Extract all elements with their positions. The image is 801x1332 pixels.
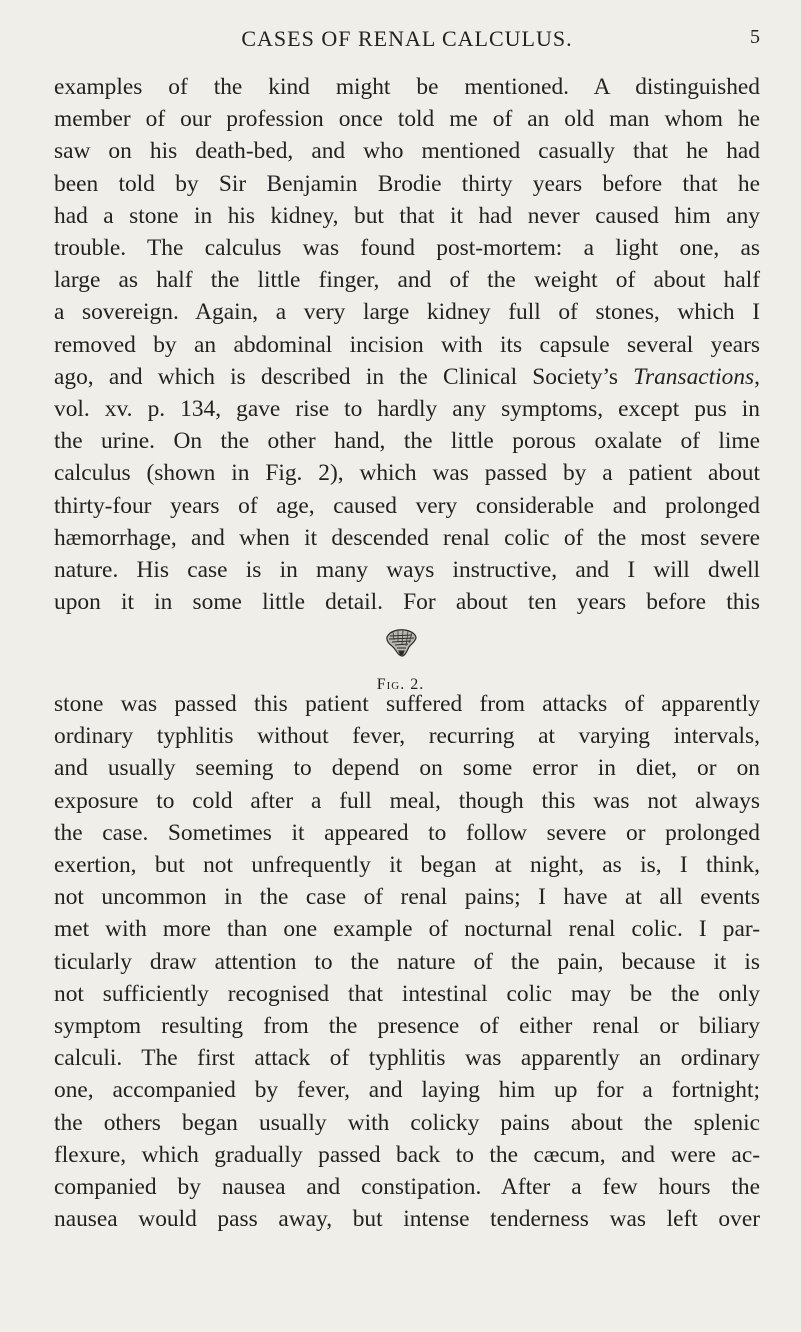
- text-line: calculus (shown in Fig. 2), which was passed by a patient about: [54, 460, 760, 487]
- running-head: [54, 26, 760, 56]
- text-line: not sufficiently recognised that intestinal colic may be the only: [54, 980, 760, 1007]
- text-line: upon it in some little detail. For about ten years before this: [54, 589, 760, 616]
- text-line: stone was passed this patient suffered from attacks of apparently: [54, 691, 760, 717]
- text-line: companied by nausea and constipation. After a few hours the: [54, 1174, 760, 1201]
- paragraph-2: [54, 688, 760, 1235]
- text-line: the others began usually with colicky pains about the splenic: [54, 1109, 760, 1136]
- text-line: one, accompanied by fever, and laying him up for a fortnight;: [54, 1077, 760, 1104]
- text-line: symptom resulting from the presence of either renal or biliary: [54, 1013, 760, 1040]
- text-line: ordinary typhlitis without fever, recurring at varying intervals,: [54, 723, 760, 750]
- text-line: had a stone in his kidney, but that it had never caused him any: [54, 202, 760, 229]
- text-line: vol. xv. p. 134, gave rise to hardly any symptoms, except pus in: [54, 396, 760, 423]
- text-line: thirty-four years of age, caused very considerable and prolonged: [54, 492, 760, 519]
- text-line: the case. Sometimes it appeared to follow severe or prolonged: [54, 819, 760, 846]
- text-line: examples of the kind might be mentioned. A distinguished: [54, 74, 760, 100]
- text-line: trouble. The calculus was found post-mortem: a light one, as: [54, 235, 760, 262]
- text-line: been told by Sir Benjamin Brodie thirty years before that he: [54, 170, 760, 197]
- text-line: exertion, but not unfrequently it began at night, as is, I think,: [54, 852, 760, 879]
- text-line: nausea would pass away, but intense tenderness was left over: [54, 1206, 760, 1233]
- calculus-stone-illustration: [384, 628, 418, 658]
- text-line: hæmorrhage, and when it descended renal colic of the most severe: [54, 524, 760, 551]
- running-title: CASES OF RENAL CALCULUS.: [241, 26, 573, 51]
- text-line: nature. His case is in many ways instructive, and I will dwell: [54, 557, 760, 584]
- text-line: met with more than one example of nocturnal renal colic. I par-: [54, 916, 760, 943]
- text-line: a sovereign. Again, a very large kidney full of stones, which I: [54, 299, 760, 326]
- text-line: removed by an abdominal incision with its capsule several years: [54, 331, 760, 358]
- text-line: ticularly draw attention to the nature of the pain, because it is: [54, 948, 760, 975]
- text-line: calculi. The first attack of typhlitis was apparently an ordinary: [54, 1045, 760, 1072]
- text-line: and usually seeming to depend on some error in diet, or on: [54, 755, 760, 782]
- page-number: 5: [750, 26, 760, 48]
- text-line: flexure, which gradually passed back to the cæcum, and were ac-: [54, 1141, 760, 1168]
- text-line: ago, and which is described in the Clinical Society’s Transactions,: [54, 363, 760, 390]
- text-line: exposure to cold after a full meal, though this was not always: [54, 787, 760, 814]
- figure-2: [0, 612, 801, 692]
- text-line: saw on his death-bed, and who mentioned casually that he had: [54, 138, 760, 165]
- text-line: large as half the little finger, and of the weight of about half: [54, 267, 760, 294]
- text-line: not uncommon in the case of renal pains; I have at all events: [54, 884, 760, 911]
- paragraph-1: [54, 71, 760, 618]
- figure-caption: Fig. 2.: [376, 676, 425, 693]
- text-line: member of our profession once told me of an old man whom he: [54, 106, 760, 133]
- text-line: the urine. On the other hand, the little porous oxalate of lime: [54, 428, 760, 455]
